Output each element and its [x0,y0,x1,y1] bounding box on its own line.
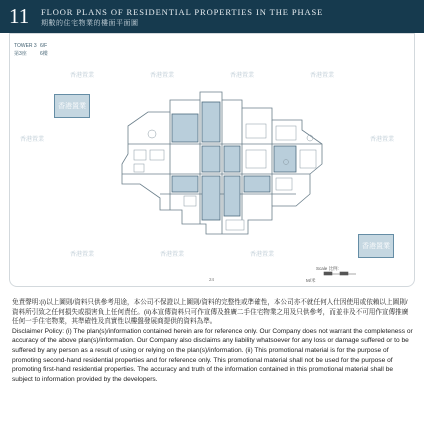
watermark: 香港置業 [370,137,395,143]
header-banner [0,0,424,33]
watermark-logo: 香港置業 [358,234,394,258]
watermark: 香港置業 [20,137,45,143]
watermark: 香港置業 [70,73,95,79]
section-subtitle: 期數的住宅物業的樓面平面圖 [41,19,139,27]
disclaimer-english: Disclaimer Policy: (i) The plan(s)/information contained herein are for reference only. Our Company does not warrant the completeness or accuracy of the above plan(s)/information. Our Company also disclaims any liability whatsoever for any loss or damage suffered or to be suffered by any person as a result of using or relying on the plan(s)/information. (ii) This promotional material is for the purpose of promoting second-hand residential properties and for reference only. This promotional material shall not be used for the purpose of promoting first-hand residential properties. The accuracy and truth of the information contained in this promotional material shall be subject to information provided by the developers. [12,327,413,383]
tower-label-cn: 第3座 [14,51,27,57]
tower-label: TOWER 3 [14,43,37,49]
floor-label-cn: 6樓 [40,51,48,57]
section-number: 11 [9,4,30,28]
watermark: 香港置業 [230,73,255,79]
page-number: 24 [209,277,215,282]
section-title: FLOOR PLANS OF RESIDENTIAL PROPERTIES IN THE PHASE [41,7,324,17]
watermark: 香港置業 [160,252,185,258]
scale-unit: M/米 [306,278,316,283]
floor-label: 6/F [40,43,48,49]
scale-label [316,266,342,272]
disclaimer [12,298,414,384]
disclaimer-chinese: 免責聲明:(i)以上圖則/資料只供參考用途，本公司不保證以上圖則/資料的完整性或準確性，本公司亦不就任何人仕因使用或依賴以上圖則/資料所引致之任何損失或損害負上任何責任。(ii)本宣傳資料只可作宣傳及推廣二手住宅物業之用及只供參考，而並非及不可用作宣傳推廣任何一手住宅物業，其準確性及真實性以樓盤發展商提供的資料為準。 [12,299,409,326]
watermark: 香港置業 [250,252,275,258]
watermark: 香港置業 [70,252,95,258]
floor-plan-sheet [9,33,415,287]
watermark: 香港置業 [150,73,175,79]
watermark-logo: 香港置業 [54,94,90,118]
watermark: 香港置業 [310,73,335,79]
floor-plan-drawing [10,34,415,287]
scale-text: Scale 比例： [316,266,343,271]
